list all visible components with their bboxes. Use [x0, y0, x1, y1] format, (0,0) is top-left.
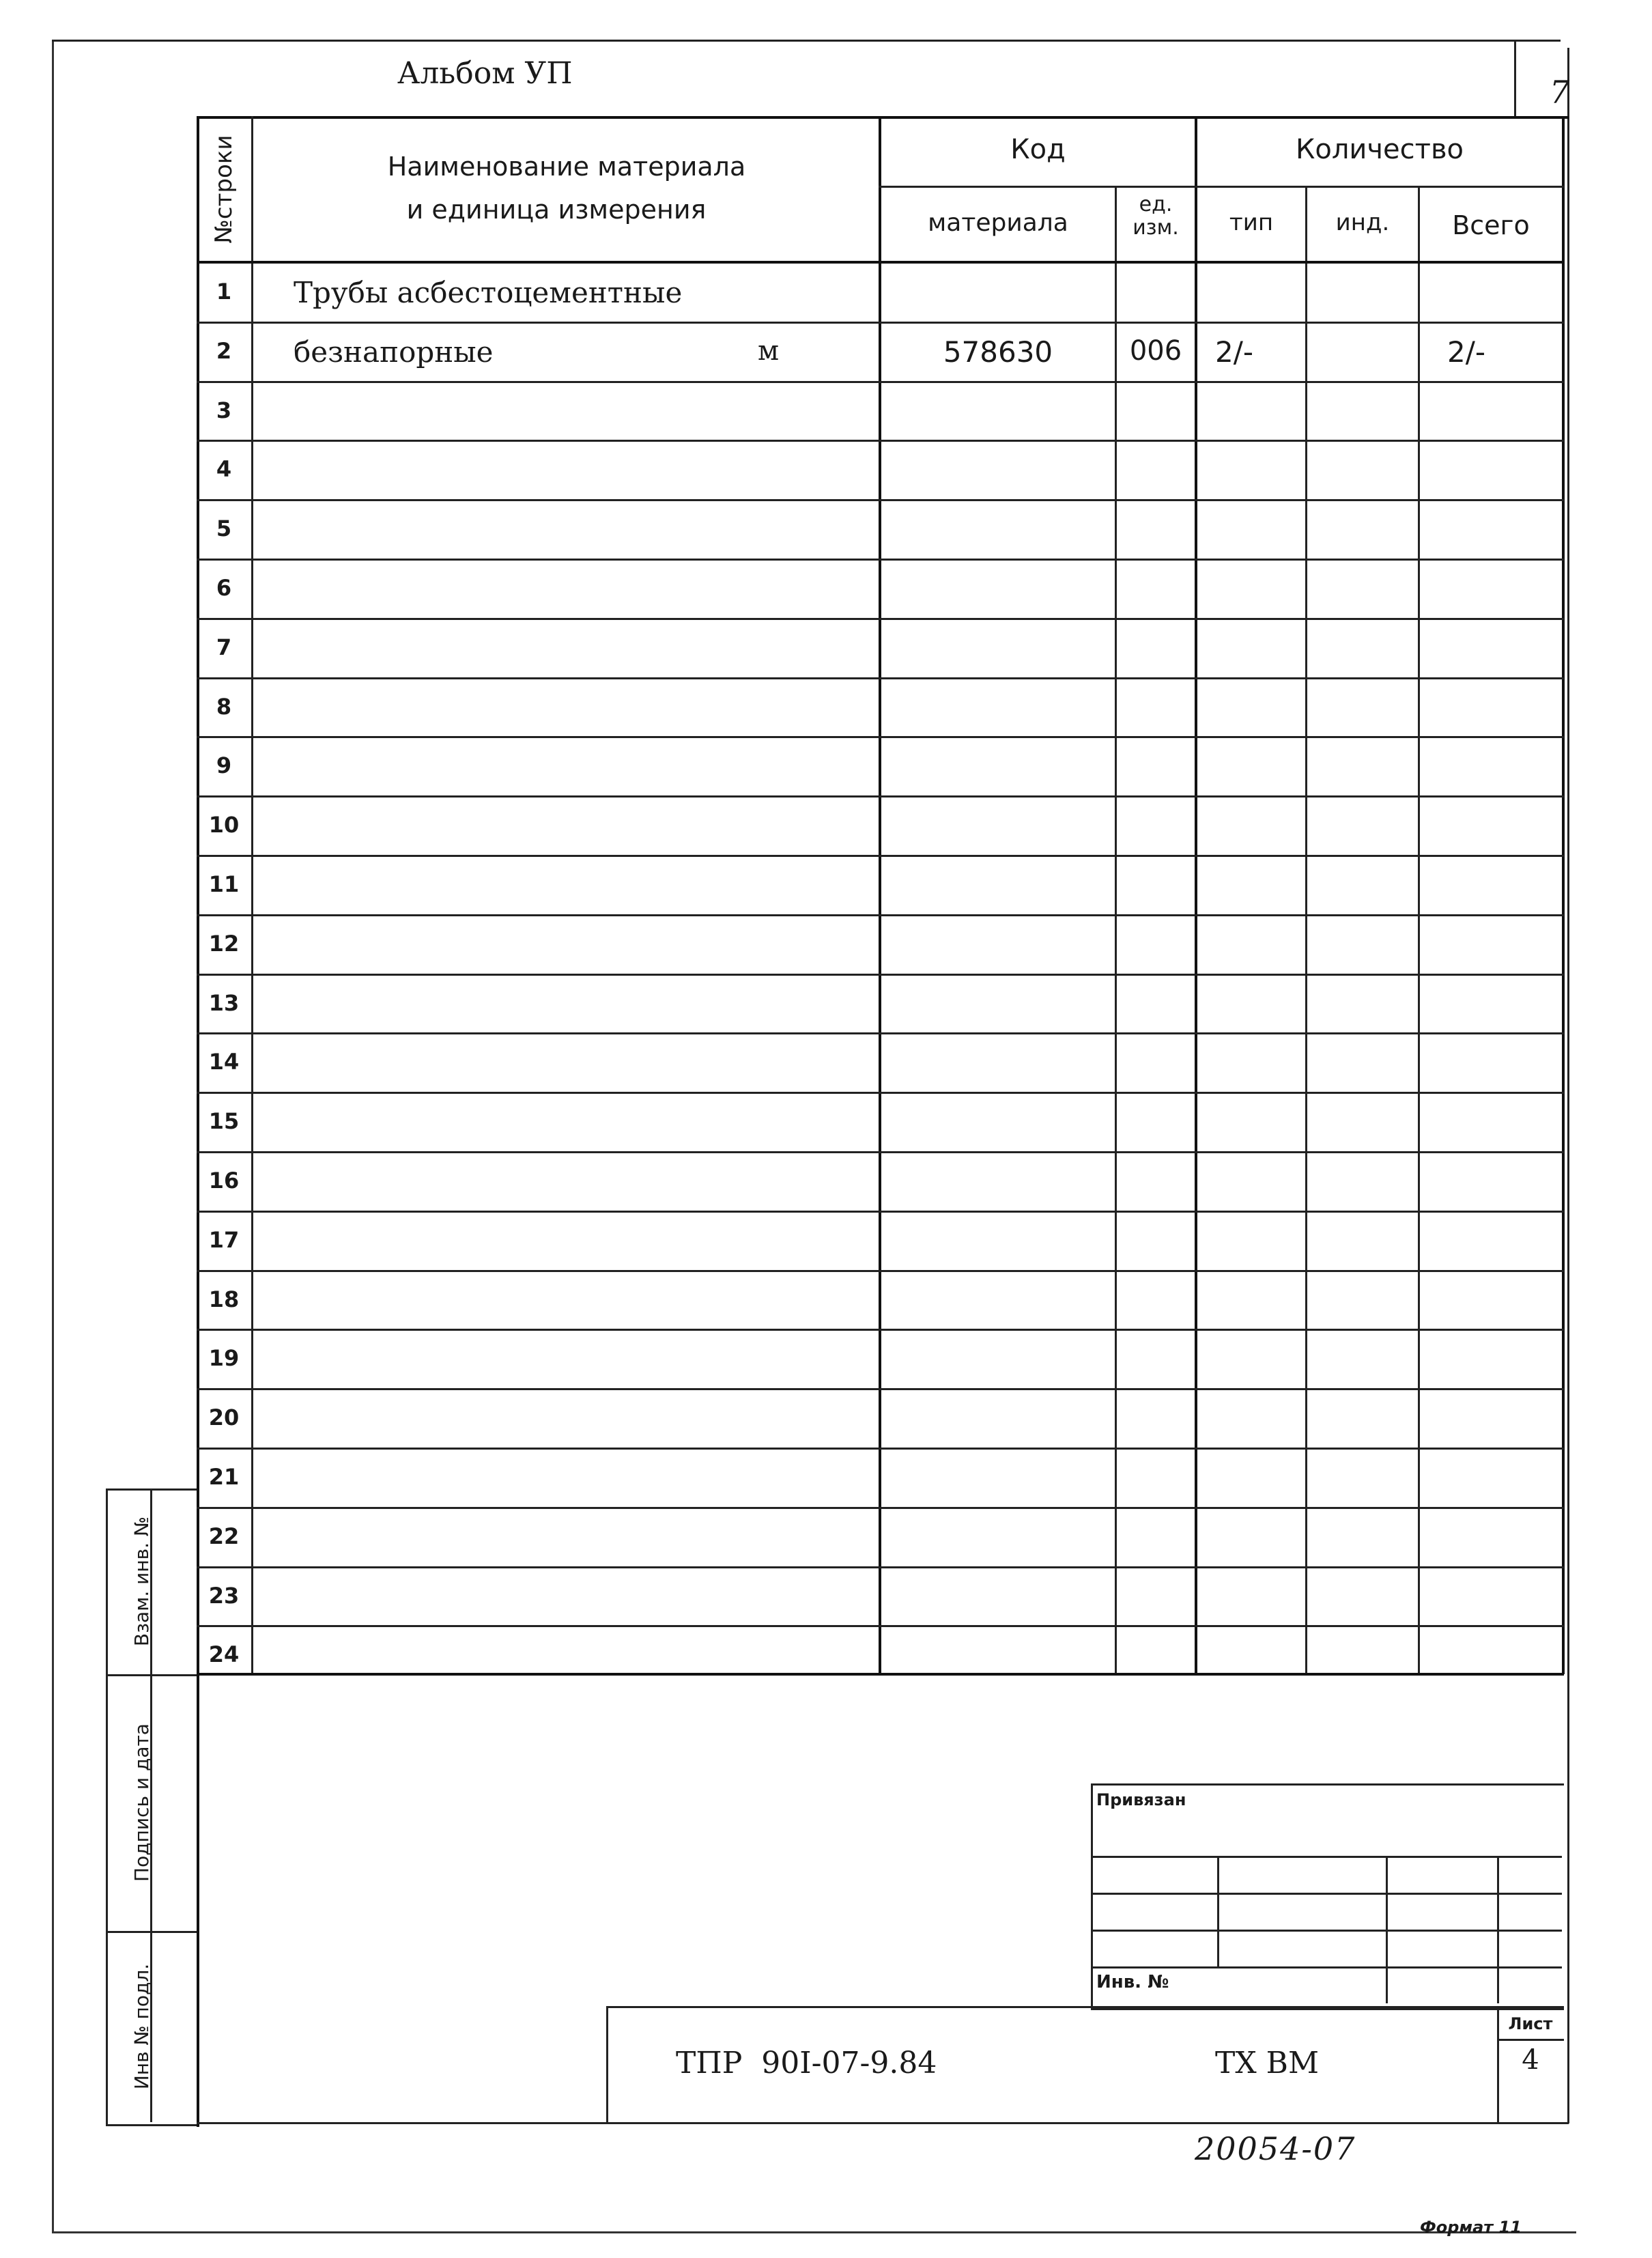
format-label: Формат 11 — [1420, 2218, 1522, 2237]
col-material-line — [1115, 186, 1117, 1674]
row-number: 12 — [208, 930, 240, 957]
row-line — [197, 1566, 1564, 1568]
header-material: материала — [928, 209, 1068, 237]
side-stamp-line-2 — [106, 1931, 197, 1933]
row-line — [197, 1448, 1564, 1450]
stamp-col-1 — [1217, 1856, 1219, 1966]
row-line — [197, 1329, 1564, 1331]
stamp-inv-no: Инв. № — [1096, 1972, 1169, 1992]
handwritten-number: 20054-07 — [1195, 2130, 1356, 2167]
row-material-name: Трубы асбестоцементные — [294, 276, 683, 309]
row-number: 9 — [216, 752, 232, 779]
row-qty-type: 2/- — [1215, 335, 1254, 369]
stamp-sheet-line — [1497, 2039, 1564, 2041]
page-number-divider — [1514, 41, 1516, 116]
row-line — [197, 1270, 1564, 1272]
col-unit-line — [1195, 116, 1197, 1674]
stamp-col-2 — [1386, 1856, 1388, 2003]
stamp-attached-label: Привязан — [1096, 1790, 1186, 1809]
row-line — [197, 618, 1564, 620]
row-number: 7 — [216, 634, 232, 660]
top-border — [52, 40, 1561, 42]
stamp-line-b — [1091, 1893, 1562, 1895]
stamp-line-c — [1091, 1930, 1562, 1932]
header-bottom-line — [197, 261, 1564, 264]
row-number: 19 — [208, 1345, 240, 1372]
header-total: Всего — [1452, 210, 1530, 240]
col-rowno-line — [251, 116, 253, 1674]
side-stamp-line-1 — [106, 1674, 197, 1676]
stamp-line-a — [1091, 1856, 1562, 1858]
row-number: 11 — [208, 871, 240, 897]
row-line — [197, 559, 1564, 561]
stamp-doc-mark: ТХ ВМ — [1215, 2046, 1320, 2080]
row-number: 22 — [208, 1523, 240, 1549]
row-line — [197, 1032, 1564, 1034]
row-line — [197, 736, 1564, 738]
row-line — [197, 1211, 1564, 1213]
row-line — [197, 322, 1564, 324]
page-number: 7 — [1550, 74, 1570, 111]
side-label-inv-orig: Инв № подл. — [130, 1963, 153, 2090]
row-number: 3 — [216, 397, 232, 423]
table-bottom-line — [197, 1673, 1564, 1676]
row-material-code: 578630 — [943, 335, 1053, 369]
stamp-sheet-value: 4 — [1522, 2044, 1539, 2076]
stamp-sheet-label: Лист — [1508, 2014, 1553, 2033]
row-qty-total: 2/- — [1447, 335, 1486, 369]
row-number: 4 — [216, 456, 232, 483]
right-border — [1567, 48, 1569, 2123]
row-line — [197, 440, 1564, 442]
row-number: 24 — [208, 1641, 240, 1668]
header-unit: ед. изм. — [1133, 193, 1179, 240]
row-number: 14 — [208, 1049, 240, 1075]
row-line — [197, 974, 1564, 976]
row-number: 17 — [208, 1226, 240, 1253]
col-total-line — [1562, 116, 1565, 1674]
row-number: 23 — [208, 1582, 240, 1609]
album-title: Альбом УП — [397, 56, 573, 91]
row-line — [197, 914, 1564, 916]
row-line — [197, 1625, 1564, 1627]
row-number: 16 — [208, 1168, 240, 1194]
stamp-col-3 — [1497, 1856, 1499, 2003]
row-line — [197, 1151, 1564, 1153]
row-unit-code: 006 — [1129, 335, 1182, 367]
side-label-inv-replace: Взам. инв. № — [130, 1516, 153, 1647]
row-unit-name: м — [758, 335, 780, 367]
row-number: 2 — [216, 337, 232, 364]
header-ind: инд. — [1335, 209, 1390, 236]
table-top-line — [197, 116, 1569, 119]
header-quantity: Количество — [1295, 134, 1464, 165]
row-number: 1 — [216, 279, 232, 305]
row-number: 18 — [208, 1286, 240, 1312]
row-number: 6 — [216, 575, 232, 601]
col-type-line — [1305, 186, 1307, 1674]
row-number: 21 — [208, 1464, 240, 1490]
stamp-doc-code: ТПР 90I-07-9.84 — [676, 2046, 937, 2080]
row-line — [197, 499, 1564, 501]
row-line — [197, 855, 1564, 857]
col-ind-line — [1418, 186, 1420, 1674]
header-type: тип — [1229, 209, 1274, 236]
row-line — [197, 677, 1564, 679]
row-material-name: безнапорные — [294, 335, 494, 369]
row-number: 20 — [208, 1405, 240, 1431]
row-number: 10 — [208, 812, 240, 838]
row-line — [197, 1092, 1564, 1094]
row-line — [197, 381, 1564, 383]
row-line — [197, 795, 1564, 798]
header-name-line2: и единица измерения — [406, 195, 707, 225]
row-line — [197, 1388, 1564, 1390]
row-line — [197, 1507, 1564, 1509]
stamp-line-d — [1091, 1966, 1562, 1968]
header-row-no: №строки — [210, 135, 238, 244]
header-code: Код — [1010, 134, 1066, 165]
header-mid-line — [879, 186, 1564, 188]
row-number: 5 — [216, 516, 232, 542]
side-label-sign-date: Подпись и дата — [130, 1723, 153, 1882]
row-number: 15 — [208, 1108, 240, 1135]
row-number: 8 — [216, 693, 232, 720]
row-number: 13 — [208, 989, 240, 1016]
header-name-line1: Наименование материала — [387, 152, 746, 182]
